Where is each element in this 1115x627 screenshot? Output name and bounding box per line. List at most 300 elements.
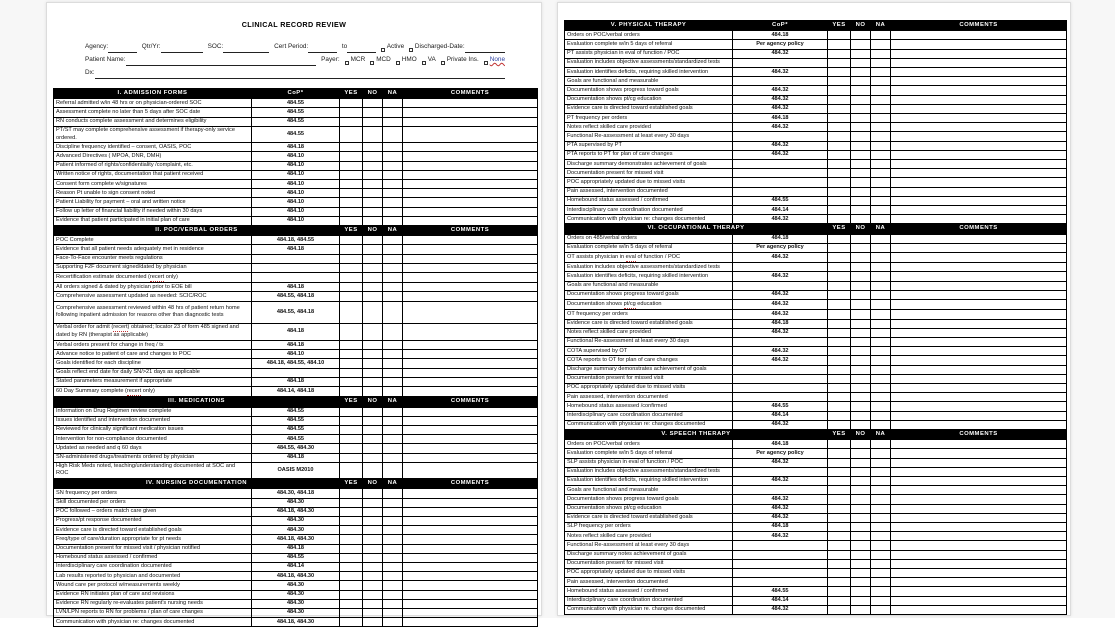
row-na-cell[interactable] (383, 526, 403, 535)
row-na-cell[interactable] (871, 495, 891, 504)
row-comments-cell[interactable] (891, 31, 1067, 40)
row-na-cell[interactable] (871, 541, 891, 550)
row-na-cell[interactable] (871, 281, 891, 290)
row-comments-cell[interactable] (891, 559, 1067, 568)
row-yes-cell[interactable] (340, 544, 363, 553)
row-yes-cell[interactable] (828, 187, 851, 196)
row-yes-cell[interactable] (828, 467, 851, 476)
row-no-cell[interactable] (363, 435, 383, 444)
row-na-cell[interactable] (383, 189, 403, 198)
row-na-cell[interactable] (871, 150, 891, 159)
row-yes-cell[interactable] (340, 189, 363, 198)
row-na-cell[interactable] (383, 387, 403, 397)
discharged-date-input[interactable] (465, 46, 505, 53)
row-na-cell[interactable] (871, 196, 891, 205)
row-comments-cell[interactable] (403, 535, 538, 544)
row-comments-cell[interactable] (891, 337, 1067, 346)
row-no-cell[interactable] (851, 337, 871, 346)
row-comments-cell[interactable] (891, 40, 1067, 49)
row-na-cell[interactable] (383, 126, 403, 142)
row-yes-cell[interactable] (340, 618, 363, 627)
row-na-cell[interactable] (871, 68, 891, 77)
row-na-cell[interactable] (383, 368, 403, 377)
row-comments-cell[interactable] (403, 462, 538, 478)
row-no-cell[interactable] (363, 273, 383, 283)
row-no-cell[interactable] (851, 86, 871, 95)
row-yes-cell[interactable] (828, 513, 851, 522)
row-no-cell[interactable] (363, 507, 383, 516)
row-na-cell[interactable] (383, 108, 403, 117)
row-na-cell[interactable] (871, 253, 891, 263)
row-comments-cell[interactable] (403, 618, 538, 627)
row-yes-cell[interactable] (828, 114, 851, 123)
row-na-cell[interactable] (871, 40, 891, 49)
row-na-cell[interactable] (871, 532, 891, 541)
row-yes-cell[interactable] (340, 126, 363, 142)
row-comments-cell[interactable] (891, 206, 1067, 215)
row-na-cell[interactable] (383, 341, 403, 350)
row-yes-cell[interactable] (340, 581, 363, 590)
row-yes-cell[interactable] (828, 440, 851, 449)
row-na-cell[interactable] (871, 486, 891, 495)
row-yes-cell[interactable] (828, 253, 851, 263)
row-na-cell[interactable] (383, 216, 403, 225)
row-na-cell[interactable] (871, 476, 891, 485)
row-comments-cell[interactable] (403, 117, 538, 126)
row-comments-cell[interactable] (403, 207, 538, 216)
row-comments-cell[interactable] (403, 143, 538, 152)
row-no-cell[interactable] (363, 341, 383, 350)
row-no-cell[interactable] (851, 300, 871, 310)
row-comments-cell[interactable] (891, 402, 1067, 411)
row-comments-cell[interactable] (891, 253, 1067, 263)
row-no-cell[interactable] (851, 550, 871, 559)
row-no-cell[interactable] (363, 350, 383, 359)
row-no-cell[interactable] (851, 374, 871, 383)
row-no-cell[interactable] (851, 187, 871, 196)
row-yes-cell[interactable] (828, 243, 851, 252)
row-no-cell[interactable] (363, 152, 383, 161)
row-yes-cell[interactable] (828, 495, 851, 504)
patient-name-input[interactable] (126, 59, 317, 66)
row-na-cell[interactable] (871, 263, 891, 272)
row-no-cell[interactable] (851, 95, 871, 104)
row-na-cell[interactable] (383, 99, 403, 108)
row-na-cell[interactable] (871, 49, 891, 58)
row-no-cell[interactable] (363, 189, 383, 198)
row-no-cell[interactable] (363, 599, 383, 608)
row-yes-cell[interactable] (828, 141, 851, 150)
row-no-cell[interactable] (851, 347, 871, 356)
row-no-cell[interactable] (851, 234, 871, 243)
row-yes-cell[interactable] (340, 273, 363, 283)
row-yes-cell[interactable] (340, 489, 363, 498)
row-no-cell[interactable] (363, 572, 383, 581)
row-comments-cell[interactable] (403, 245, 538, 254)
row-comments-cell[interactable] (403, 562, 538, 571)
row-na-cell[interactable] (383, 350, 403, 359)
cert-period-start-input[interactable] (308, 46, 337, 53)
row-yes-cell[interactable] (828, 58, 851, 67)
row-yes-cell[interactable] (828, 420, 851, 429)
row-na-cell[interactable] (383, 117, 403, 126)
row-no-cell[interactable] (851, 402, 871, 411)
row-no-cell[interactable] (363, 618, 383, 627)
row-yes-cell[interactable] (340, 553, 363, 562)
row-yes-cell[interactable] (828, 486, 851, 495)
row-comments-cell[interactable] (891, 104, 1067, 113)
row-comments-cell[interactable] (403, 498, 538, 507)
row-na-cell[interactable] (383, 608, 403, 617)
row-comments-cell[interactable] (403, 425, 538, 434)
row-no-cell[interactable] (363, 254, 383, 263)
row-na-cell[interactable] (871, 206, 891, 215)
row-comments-cell[interactable] (403, 377, 538, 386)
row-na-cell[interactable] (383, 581, 403, 590)
row-na-cell[interactable] (871, 310, 891, 319)
row-comments-cell[interactable] (403, 323, 538, 340)
row-no-cell[interactable] (363, 359, 383, 368)
row-na-cell[interactable] (871, 374, 891, 383)
row-yes-cell[interactable] (828, 178, 851, 187)
row-comments-cell[interactable] (403, 507, 538, 516)
row-na-cell[interactable] (871, 550, 891, 559)
row-comments-cell[interactable] (403, 126, 538, 142)
row-comments-cell[interactable] (403, 216, 538, 225)
row-yes-cell[interactable] (828, 160, 851, 169)
row-comments-cell[interactable] (403, 180, 538, 189)
row-comments-cell[interactable] (891, 290, 1067, 299)
row-na-cell[interactable] (383, 180, 403, 189)
row-na-cell[interactable] (383, 535, 403, 544)
row-na-cell[interactable] (871, 356, 891, 365)
row-yes-cell[interactable] (340, 283, 363, 292)
row-na-cell[interactable] (383, 273, 403, 283)
row-no-cell[interactable] (851, 169, 871, 178)
row-yes-cell[interactable] (828, 522, 851, 531)
row-na-cell[interactable] (871, 605, 891, 614)
row-yes-cell[interactable] (340, 425, 363, 434)
row-na-cell[interactable] (871, 132, 891, 141)
row-yes-cell[interactable] (828, 393, 851, 402)
row-yes-cell[interactable] (340, 590, 363, 599)
row-no-cell[interactable] (851, 328, 871, 337)
payer-va-checkbox[interactable] (422, 61, 426, 65)
row-comments-cell[interactable] (891, 356, 1067, 365)
row-comments-cell[interactable] (403, 599, 538, 608)
row-yes-cell[interactable] (340, 254, 363, 263)
row-yes-cell[interactable] (828, 132, 851, 141)
row-na-cell[interactable] (383, 453, 403, 462)
row-na-cell[interactable] (871, 449, 891, 458)
row-no-cell[interactable] (363, 425, 383, 434)
row-comments-cell[interactable] (403, 608, 538, 617)
row-yes-cell[interactable] (340, 292, 363, 301)
row-no-cell[interactable] (851, 365, 871, 374)
row-yes-cell[interactable] (340, 236, 363, 245)
row-comments-cell[interactable] (403, 489, 538, 498)
row-yes-cell[interactable] (340, 562, 363, 571)
row-yes-cell[interactable] (340, 263, 363, 272)
row-yes-cell[interactable] (828, 150, 851, 159)
row-no-cell[interactable] (851, 467, 871, 476)
cert-period-end-input[interactable] (347, 46, 376, 53)
row-yes-cell[interactable] (340, 216, 363, 225)
row-comments-cell[interactable] (891, 513, 1067, 522)
row-comments-cell[interactable] (891, 449, 1067, 458)
row-no-cell[interactable] (363, 263, 383, 272)
row-no-cell[interactable] (851, 215, 871, 224)
row-comments-cell[interactable] (891, 196, 1067, 205)
row-yes-cell[interactable] (828, 596, 851, 605)
row-na-cell[interactable] (871, 420, 891, 429)
row-na-cell[interactable] (871, 402, 891, 411)
row-comments-cell[interactable] (403, 453, 538, 462)
row-comments-cell[interactable] (403, 292, 538, 301)
row-yes-cell[interactable] (828, 215, 851, 224)
row-comments-cell[interactable] (403, 99, 538, 108)
row-yes-cell[interactable] (828, 234, 851, 243)
row-na-cell[interactable] (871, 578, 891, 587)
row-no-cell[interactable] (363, 207, 383, 216)
row-yes-cell[interactable] (340, 435, 363, 444)
row-no-cell[interactable] (363, 562, 383, 571)
row-no-cell[interactable] (851, 578, 871, 587)
row-na-cell[interactable] (871, 243, 891, 252)
payer-private-checkbox[interactable] (441, 61, 445, 65)
row-yes-cell[interactable] (340, 416, 363, 425)
agency-input[interactable] (108, 46, 137, 53)
row-no-cell[interactable] (851, 495, 871, 504)
row-yes-cell[interactable] (828, 587, 851, 596)
row-comments-cell[interactable] (891, 476, 1067, 485)
row-no-cell[interactable] (363, 489, 383, 498)
row-comments-cell[interactable] (403, 444, 538, 453)
row-yes-cell[interactable] (340, 377, 363, 386)
row-yes-cell[interactable] (340, 599, 363, 608)
row-yes-cell[interactable] (828, 356, 851, 365)
row-no-cell[interactable] (851, 605, 871, 614)
row-yes-cell[interactable] (828, 40, 851, 49)
row-yes-cell[interactable] (828, 77, 851, 86)
row-comments-cell[interactable] (891, 114, 1067, 123)
row-yes-cell[interactable] (340, 198, 363, 207)
row-comments-cell[interactable] (891, 365, 1067, 374)
row-no-cell[interactable] (851, 504, 871, 513)
row-no-cell[interactable] (363, 553, 383, 562)
row-no-cell[interactable] (363, 126, 383, 142)
row-no-cell[interactable] (363, 180, 383, 189)
soc-input[interactable] (223, 46, 269, 53)
row-no-cell[interactable] (851, 160, 871, 169)
row-yes-cell[interactable] (828, 383, 851, 392)
row-na-cell[interactable] (383, 301, 403, 323)
row-comments-cell[interactable] (403, 359, 538, 368)
row-na-cell[interactable] (383, 263, 403, 272)
row-no-cell[interactable] (851, 196, 871, 205)
row-comments-cell[interactable] (891, 411, 1067, 420)
row-na-cell[interactable] (871, 587, 891, 596)
row-comments-cell[interactable] (891, 141, 1067, 150)
row-na-cell[interactable] (871, 77, 891, 86)
row-yes-cell[interactable] (340, 350, 363, 359)
row-yes-cell[interactable] (828, 578, 851, 587)
row-yes-cell[interactable] (340, 108, 363, 117)
row-comments-cell[interactable] (891, 95, 1067, 104)
row-comments-cell[interactable] (891, 522, 1067, 531)
row-comments-cell[interactable] (891, 178, 1067, 187)
row-yes-cell[interactable] (828, 95, 851, 104)
dx-input[interactable] (95, 72, 505, 79)
row-comments-cell[interactable] (891, 132, 1067, 141)
row-no-cell[interactable] (363, 516, 383, 525)
row-comments-cell[interactable] (403, 341, 538, 350)
row-comments-cell[interactable] (891, 300, 1067, 310)
row-na-cell[interactable] (871, 123, 891, 132)
row-no-cell[interactable] (851, 319, 871, 328)
row-yes-cell[interactable] (340, 608, 363, 617)
row-no-cell[interactable] (363, 143, 383, 152)
row-yes-cell[interactable] (828, 532, 851, 541)
row-no-cell[interactable] (851, 532, 871, 541)
row-comments-cell[interactable] (891, 504, 1067, 513)
row-yes-cell[interactable] (828, 281, 851, 290)
row-comments-cell[interactable] (891, 541, 1067, 550)
row-yes-cell[interactable] (340, 161, 363, 170)
row-no-cell[interactable] (851, 132, 871, 141)
row-yes-cell[interactable] (828, 310, 851, 319)
row-na-cell[interactable] (383, 161, 403, 170)
row-no-cell[interactable] (851, 559, 871, 568)
row-yes-cell[interactable] (340, 407, 363, 416)
row-yes-cell[interactable] (828, 411, 851, 420)
row-no-cell[interactable] (851, 263, 871, 272)
row-yes-cell[interactable] (340, 180, 363, 189)
row-comments-cell[interactable] (403, 236, 538, 245)
row-comments-cell[interactable] (403, 407, 538, 416)
row-no-cell[interactable] (363, 535, 383, 544)
row-yes-cell[interactable] (828, 123, 851, 132)
row-na-cell[interactable] (383, 377, 403, 386)
row-comments-cell[interactable] (403, 301, 538, 323)
row-na-cell[interactable] (383, 572, 403, 581)
row-yes-cell[interactable] (340, 498, 363, 507)
row-comments-cell[interactable] (403, 387, 538, 397)
row-na-cell[interactable] (871, 337, 891, 346)
row-yes-cell[interactable] (828, 605, 851, 614)
row-yes-cell[interactable] (828, 68, 851, 77)
payer-hmo-checkbox[interactable] (396, 61, 400, 65)
row-comments-cell[interactable] (891, 68, 1067, 77)
row-yes-cell[interactable] (340, 301, 363, 323)
row-comments-cell[interactable] (891, 160, 1067, 169)
row-no-cell[interactable] (363, 108, 383, 117)
row-comments-cell[interactable] (403, 435, 538, 444)
row-comments-cell[interactable] (403, 553, 538, 562)
row-yes-cell[interactable] (340, 444, 363, 453)
row-comments-cell[interactable] (891, 383, 1067, 392)
row-comments-cell[interactable] (403, 161, 538, 170)
row-na-cell[interactable] (383, 207, 403, 216)
row-yes-cell[interactable] (340, 143, 363, 152)
row-yes-cell[interactable] (828, 449, 851, 458)
row-na-cell[interactable] (871, 141, 891, 150)
row-comments-cell[interactable] (403, 263, 538, 272)
row-yes-cell[interactable] (828, 541, 851, 550)
row-no-cell[interactable] (363, 117, 383, 126)
row-na-cell[interactable] (383, 407, 403, 416)
row-comments-cell[interactable] (891, 420, 1067, 429)
row-na-cell[interactable] (871, 178, 891, 187)
row-yes-cell[interactable] (340, 507, 363, 516)
row-comments-cell[interactable] (403, 198, 538, 207)
row-no-cell[interactable] (363, 498, 383, 507)
row-no-cell[interactable] (363, 368, 383, 377)
row-no-cell[interactable] (851, 77, 871, 86)
row-comments-cell[interactable] (403, 368, 538, 377)
row-na-cell[interactable] (383, 507, 403, 516)
row-na-cell[interactable] (383, 292, 403, 301)
row-no-cell[interactable] (851, 393, 871, 402)
row-comments-cell[interactable] (891, 440, 1067, 449)
row-no-cell[interactable] (851, 123, 871, 132)
row-na-cell[interactable] (871, 559, 891, 568)
row-yes-cell[interactable] (340, 341, 363, 350)
discharged-checkbox[interactable] (409, 48, 413, 52)
row-na-cell[interactable] (383, 618, 403, 627)
row-no-cell[interactable] (363, 444, 383, 453)
row-na-cell[interactable] (383, 516, 403, 525)
row-comments-cell[interactable] (891, 458, 1067, 467)
row-na-cell[interactable] (871, 319, 891, 328)
row-yes-cell[interactable] (340, 572, 363, 581)
row-comments-cell[interactable] (403, 581, 538, 590)
row-na-cell[interactable] (383, 143, 403, 152)
row-na-cell[interactable] (871, 347, 891, 356)
row-no-cell[interactable] (851, 310, 871, 319)
payer-mcr-checkbox[interactable] (345, 61, 349, 65)
row-na-cell[interactable] (383, 416, 403, 425)
row-no-cell[interactable] (363, 581, 383, 590)
row-yes-cell[interactable] (340, 323, 363, 340)
row-na-cell[interactable] (871, 86, 891, 95)
row-yes-cell[interactable] (828, 337, 851, 346)
row-na-cell[interactable] (871, 513, 891, 522)
row-comments-cell[interactable] (891, 605, 1067, 614)
row-comments-cell[interactable] (891, 347, 1067, 356)
row-comments-cell[interactable] (403, 572, 538, 581)
row-na-cell[interactable] (383, 236, 403, 245)
row-yes-cell[interactable] (340, 462, 363, 478)
row-comments-cell[interactable] (403, 170, 538, 179)
row-na-cell[interactable] (871, 328, 891, 337)
row-no-cell[interactable] (851, 272, 871, 281)
row-yes-cell[interactable] (828, 504, 851, 513)
row-yes-cell[interactable] (340, 245, 363, 254)
row-na-cell[interactable] (383, 544, 403, 553)
row-na-cell[interactable] (383, 425, 403, 434)
row-no-cell[interactable] (363, 590, 383, 599)
row-yes-cell[interactable] (340, 170, 363, 179)
row-na-cell[interactable] (871, 95, 891, 104)
row-comments-cell[interactable] (403, 189, 538, 198)
row-comments-cell[interactable] (403, 108, 538, 117)
row-comments-cell[interactable] (891, 58, 1067, 67)
row-na-cell[interactable] (871, 365, 891, 374)
row-no-cell[interactable] (851, 568, 871, 577)
row-no-cell[interactable] (851, 49, 871, 58)
row-yes-cell[interactable] (828, 347, 851, 356)
